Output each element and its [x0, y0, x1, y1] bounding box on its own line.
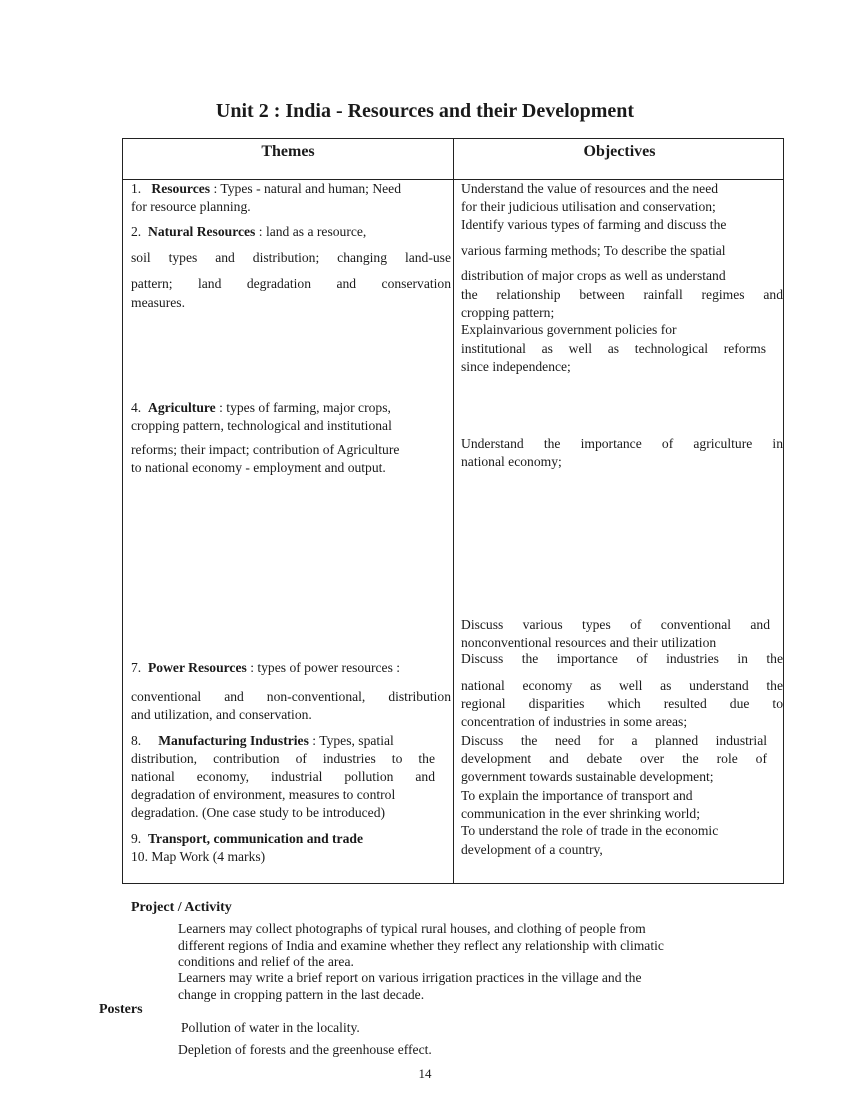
- theme-number: 2.: [131, 224, 142, 239]
- theme-7-title: Power Resources: [148, 660, 247, 675]
- objective-4-line1: Understand the importance of agriculture in: [461, 436, 783, 451]
- theme-number: 7.: [131, 660, 142, 675]
- objective-3-line1: Explainvarious government policies for: [461, 322, 677, 337]
- theme-7-line: [131, 659, 451, 677]
- project-item-2-line2: change in cropping pattern in the last decade.: [178, 987, 425, 1002]
- objective-2-line4: the relationship between rainfall regimes and: [461, 287, 783, 302]
- theme-7-line3: and utilization, and conservation.: [131, 707, 312, 722]
- objective-3-line3: since independence;: [461, 359, 571, 374]
- theme-8-text: : Types, spatial: [312, 733, 394, 748]
- theme-2-title: Natural Resources: [148, 224, 256, 239]
- theme-8-line2: distribution, contribution of industries to the: [131, 751, 435, 766]
- theme-8-line: [131, 732, 451, 750]
- theme-2-text: : land as a resource,: [258, 224, 367, 239]
- objective-6-line3: regional disparities which resulted due to: [461, 696, 783, 711]
- project-item-1-line2: different regions of India and examine whether they reflect any relationship with climatic: [178, 938, 664, 953]
- theme-4-line4: to national economy - employment and output.: [131, 460, 386, 475]
- theme-7-text: : types of power resources :: [250, 660, 401, 675]
- themes-header: Themes: [261, 143, 315, 160]
- project-item-1-line1: Learners may collect photographs of typical rural houses, and clothing of people from: [178, 921, 646, 936]
- objective-2-line1: Identify various types of farming and discuss the: [461, 217, 727, 232]
- project-item-1-line3: conditions and relief of the area.: [178, 954, 354, 969]
- objectives-header: Objectives: [583, 143, 656, 160]
- theme-4-line: [131, 399, 451, 417]
- poster-item-2: Depletion of forests and the greenhouse effect.: [178, 1042, 432, 1057]
- page-title: Unit 2 : India - Resources and their Development: [215, 100, 635, 122]
- objective-8-line1: To explain the importance of transport and: [461, 788, 693, 803]
- theme-4-title: Agriculture: [148, 400, 216, 415]
- objective-6-line2: national economy as well as understand the: [461, 678, 783, 693]
- theme-8-line4: degradation of environment, measures to control: [131, 787, 396, 802]
- objective-6-line1: Discuss the importance of industries in the: [461, 651, 783, 666]
- objective-5-line2: nonconventional resources and their utilization: [461, 635, 717, 650]
- page-number: 14: [418, 1066, 432, 1081]
- theme-8-line5: degradation. (One case study to be introduced): [131, 805, 386, 820]
- objective-8-line2: communication in the ever shrinking world;: [461, 806, 700, 821]
- objective-9-line1: To understand the role of trade in the economic: [461, 823, 719, 838]
- theme-4-line3: reforms; their impact; contribution of Agriculture: [131, 442, 400, 457]
- theme-8-title: Manufacturing Industries: [158, 733, 309, 748]
- theme-2-line2: soil types and distribution; changing land-use: [131, 250, 451, 265]
- theme-2-line3: pattern; land degradation and conservation: [131, 276, 451, 291]
- poster-item-1: Pollution of water in the locality.: [181, 1020, 360, 1035]
- theme-1-line: [131, 180, 451, 198]
- objective-2-line3: distribution of major crops as well as understand: [461, 268, 726, 283]
- posters-heading: Posters: [99, 1002, 143, 1017]
- theme-8-line3: national economy, industrial pollution and: [131, 769, 435, 784]
- theme-2-line: [131, 223, 451, 241]
- objective-2-line5: cropping pattern;: [461, 305, 555, 320]
- theme-1-line2: for resource planning.: [131, 199, 251, 214]
- project-item-2-line1: Learners may write a brief report on various irrigation practices in the village and the: [178, 970, 642, 985]
- theme-number: 1.: [131, 181, 142, 196]
- theme-4-text: : types of farming, major crops,: [219, 400, 391, 415]
- objective-3-line2: institutional as well as technological reforms: [461, 341, 766, 356]
- objective-5-line1: Discuss various types of conventional and: [461, 617, 770, 632]
- theme-number: 8.: [131, 733, 142, 748]
- column-divider: [453, 138, 454, 884]
- objective-1-line1: Understand the value of resources and the need: [461, 181, 719, 196]
- theme-number: 9.: [131, 831, 142, 846]
- theme-2-line4: measures.: [131, 295, 185, 310]
- objective-1-line2: for their judicious utilisation and conservation;: [461, 199, 716, 214]
- objective-9-line2: development of a country,: [461, 842, 603, 857]
- theme-9-title: Transport, communication and trade: [148, 831, 363, 846]
- objective-4-line2: national economy;: [461, 454, 562, 469]
- theme-1-title: Resources: [151, 181, 211, 196]
- theme-number: 4.: [131, 400, 142, 415]
- objective-7-line2: development and debate over the role of: [461, 751, 767, 766]
- theme-7-line2: conventional and non-conventional, distribution: [131, 689, 451, 704]
- objective-7-line1: Discuss the need for a planned industrial: [461, 733, 767, 748]
- theme-10-line: 10. Map Work (4 marks): [131, 849, 266, 864]
- theme-9-line: [131, 830, 451, 848]
- project-activity-heading: Project / Activity: [131, 900, 232, 915]
- theme-1-text: : Types - natural and human; Need: [213, 181, 402, 196]
- objective-2-line2: various farming methods; To describe the spatial: [461, 243, 726, 258]
- objective-7-line3: government towards sustainable development;: [461, 769, 714, 784]
- objective-6-line4: concentration of industries in some areas;: [461, 714, 688, 729]
- theme-4-line2: cropping pattern, technological and institutional: [131, 418, 392, 433]
